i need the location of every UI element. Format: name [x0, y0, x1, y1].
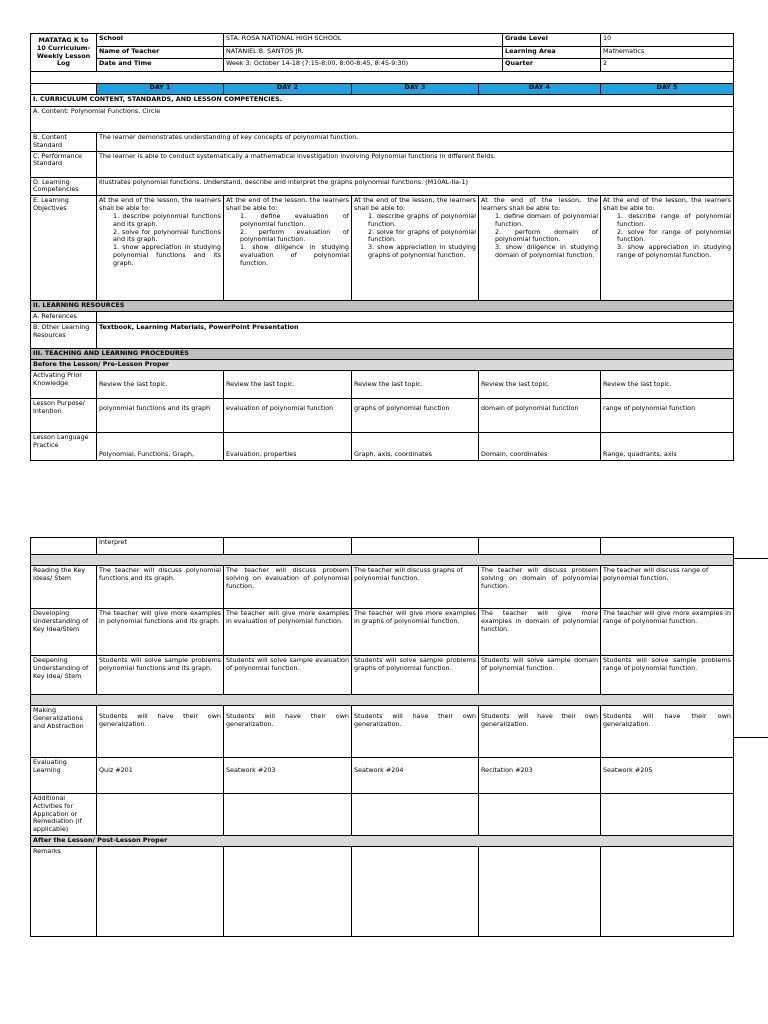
teacher-label: Name of Teacher [97, 47, 224, 59]
additional-activities-label: Additional Activities for Application or Remediation (if applicable) [31, 794, 97, 836]
objectives-intro: At the end of the lesson, the learners shall be able to: [226, 196, 349, 213]
activating-day-3: Review the last topic. [352, 371, 479, 399]
objective-item: 2. perform evaluation of polynomial function. [240, 227, 349, 244]
objectives-intro: At the end of the lesson, the learners shall be able to: [603, 196, 732, 213]
language-day-1: Polynomial, Functions, Graph, [97, 433, 224, 461]
developing-day-5: The teacher will give more examples in range of polynomial function. [601, 609, 734, 656]
day-header-2: DAY 2 [224, 84, 352, 95]
day-header-blank [31, 84, 97, 95]
developing-day-4: The teacher will give more examples in domain of polynomial function. [479, 609, 601, 656]
purpose-day-4: domain of polynomial function [479, 399, 601, 433]
evaluating-day-1: Quiz #201 [97, 758, 224, 794]
grade-label: Grade Level [503, 34, 601, 47]
evaluating-day-3: Seatwork #204 [352, 758, 479, 794]
objectives-day-4 [479, 196, 601, 301]
purpose-day-5: range of polynomial function [601, 399, 734, 433]
deepening-label: Deepening Understanding of Key Idea/ Stem [31, 656, 97, 695]
school-label: School [97, 34, 224, 47]
lesson-log-table-page2 [30, 537, 734, 937]
performance-standard-label: C. Performance Standard [31, 151, 97, 177]
activating-day-4: Review the last topic. [479, 371, 601, 399]
objectives-day-1 [97, 196, 224, 301]
generalization-label: Making Generalizations and Abstraction [31, 706, 97, 758]
day-header-4: DAY 4 [479, 84, 601, 95]
deepening-day-1: Students will solve sample problems polynomial functions and its graph. [97, 656, 224, 695]
activating-day-5: Review the last topic. [601, 371, 734, 399]
reading-label: Reading the Key Ideas/ Stem [31, 566, 97, 609]
developing-label: Developing Understanding of Key Idea/Stem [31, 609, 97, 656]
reading-day-3: The teacher will discuss graphs of polynomial function. [352, 566, 479, 609]
area-label: Learning Area [503, 47, 601, 59]
references-label: A. References [31, 312, 97, 323]
objectives-intro: At the end of the lesson, the learners shall be able to: [354, 196, 476, 213]
day-header-5: DAY 5 [601, 84, 734, 95]
spacer-row [31, 72, 734, 84]
objectives-day-3 [352, 196, 479, 301]
interpret-text: Interpret [97, 538, 224, 555]
continued-blank [31, 538, 97, 555]
other-resources-label: B. Other Learning Resources [31, 323, 97, 349]
before-lesson-title: Before the Lesson/ Pre-Lesson Proper [31, 360, 734, 371]
developing-day-3: The teacher will give more examples in graphs of polynomial function. [352, 609, 479, 656]
date-label: Date and Time [97, 59, 224, 72]
references-value [97, 312, 734, 323]
competencies-label: D. Learning Competencies [31, 177, 97, 196]
language-label: Lesson Language Practice [31, 433, 97, 461]
purpose-label: Lesson Purpose/ Intention [31, 399, 97, 433]
language-day-3: Graph, axis, coordinates [352, 433, 479, 461]
developing-day-2: The teacher will give more examples in evaluation of polynomial function. [224, 609, 352, 656]
purpose-day-1: polynomial functions and its graph [97, 399, 224, 433]
deepening-day-4: Students will solve sample domain of polynomial function. [479, 656, 601, 695]
teacher-value: NATANIEL B. SANTOS JR. [224, 47, 503, 59]
objectives-intro: At the end of the lesson, the learners shall be able to: [99, 196, 221, 213]
evaluating-label: Evaluating Learning [31, 758, 97, 794]
objective-item: 1. show diligence in studying evaluation of polynomial function. [240, 243, 349, 267]
content-standard-value: The learner demonstrates understanding of key concepts of polynomial function. [97, 133, 734, 152]
log-title: MATATAG K to 10 Curriculum-Weekly Lesson Log [31, 34, 97, 72]
objectives-day-5 [601, 196, 734, 301]
activating-day-2: Review the last topic. [224, 371, 352, 399]
generalization-day-2: Students will have their own generalization. [224, 706, 352, 758]
deepening-day-5: Students will solve sample problems range of polynomial function. [601, 656, 734, 695]
objective-item: 2. solve for graphs of polynomial function. [368, 227, 476, 244]
objective-item: 1. describe range of polynomial function. [617, 211, 732, 228]
language-day-4: Domain, coordinates [479, 433, 601, 461]
objective-item: 1. define evaluation of polynomial function. [240, 211, 349, 228]
objective-item: 1. show appreciation in studying polynomial functions and its graph. [113, 243, 221, 267]
activating-day-1: Review the last topic. [97, 371, 224, 399]
school-value: STA. ROSA NATIONAL HIGH SCHOOL [224, 34, 503, 47]
band-row-2 [31, 695, 734, 706]
generalization-day-5: Students will have their own generalization. [601, 706, 734, 758]
evaluating-day-5: Seatwork #205 [601, 758, 734, 794]
deepening-day-3: Students will solve sample problems graphs of polynomial function. [352, 656, 479, 695]
content-standard-label: B. Content Standard [31, 133, 97, 152]
objective-item: 1. define domain of polynomial function. [495, 211, 599, 228]
objective-item: 3. show appreciation in studying range of polynomial function. [617, 243, 732, 259]
band-row-1 [31, 555, 734, 566]
grade-value: 10 [601, 34, 734, 47]
objective-item: 3. show appreciation in studying graphs of polynomial function. [368, 243, 476, 259]
date-value: Week 3: October 14-18 (7:15-8:00, 8:00-8:45, 8:45-9:30) [224, 59, 503, 72]
day-header-1: DAY 1 [97, 84, 224, 95]
reading-day-1: The teacher will discuss polynomial functions and its graph. [97, 566, 224, 609]
objective-item: 2. solve for range of polynomial function. [617, 227, 732, 244]
remarks-label: Remarks [31, 847, 97, 937]
objectives-day-2 [224, 196, 352, 301]
section2-title: II. LEARNING RESOURCES [31, 301, 734, 312]
generalization-day-1: Students will have their own generalization. [97, 706, 224, 758]
generalization-day-4: Students will have their own generalization. [479, 706, 601, 758]
evaluating-day-2: Seatwork #203 [224, 758, 352, 794]
deepening-day-2: Students will solve sample evaluation of polynomial function. [224, 656, 352, 695]
language-day-5: Range, quadrants, axis [601, 433, 734, 461]
table-rule-extension [733, 558, 768, 559]
reading-day-2: The teacher will discuss problem solving on evaluation of polynomial function. [224, 566, 352, 609]
developing-day-1: The teacher will give more examples in polynomial functions and its graph. [97, 609, 224, 656]
language-day-2: Evaluation, properties [224, 433, 352, 461]
reading-day-4: The teacher will discuss problem solving on domain of polynomial function. [479, 566, 601, 609]
performance-standard-value: The learner is able to conduct systematically a mathematical investigation involving Polynomial functions in different fields. [97, 151, 734, 177]
section3-title: III. TEACHING AND LEARNING PROCEDURES [31, 349, 734, 360]
objectives-intro: At the end of the lesson, the learners shall be able to: [481, 196, 599, 213]
purpose-day-3: graphs of polynomial function [352, 399, 479, 433]
objective-item: 2. perform domain of polynomial function. [495, 227, 599, 244]
objective-item: 1. describe polynomial functions and its graph. [113, 211, 221, 228]
after-lesson-title: After the Lesson/ Post-Lesson Proper [31, 836, 734, 847]
generalization-day-3: Students will have their own generalization. [352, 706, 479, 758]
activating-label: Activating Prior Knowledge [31, 371, 97, 399]
day-header-3: DAY 3 [352, 84, 479, 95]
objective-item: 2. solve for polynomial functions and its graph. [113, 227, 221, 244]
content-label: A. Content: Polynomial Functions, Circle [31, 107, 734, 133]
quarter-value: 2 [601, 59, 734, 72]
section1-title: I. CURRICULUM CONTENT, STANDARDS, AND LESSON COMPETENCIES. [31, 95, 734, 107]
evaluating-day-4: Recitation #203 [479, 758, 601, 794]
objective-item: 3. show diligence in studying domain of polynomial function. [495, 243, 599, 259]
quarter-label: Quarter [503, 59, 601, 72]
area-value: Mathematics [601, 47, 734, 59]
reading-day-5: The teacher will discuss range of polynomial function. [601, 566, 734, 609]
table-rule-extension [733, 737, 768, 738]
lesson-log-table-page1 [30, 33, 734, 461]
objective-item: 1. describe graphs of polynomial function. [368, 211, 476, 228]
objectives-label: E. Learning Objectives [31, 196, 97, 301]
competencies-value: Illustrates polynomial functions. Understand, describe and interpret the graphs polynomial functions. (M10AL-IIa-1) [97, 177, 734, 196]
purpose-day-2: evaluation of polynomial function [224, 399, 352, 433]
other-resources-value: Textbook, Learning Materials, PowerPoint Presentation [97, 323, 734, 349]
